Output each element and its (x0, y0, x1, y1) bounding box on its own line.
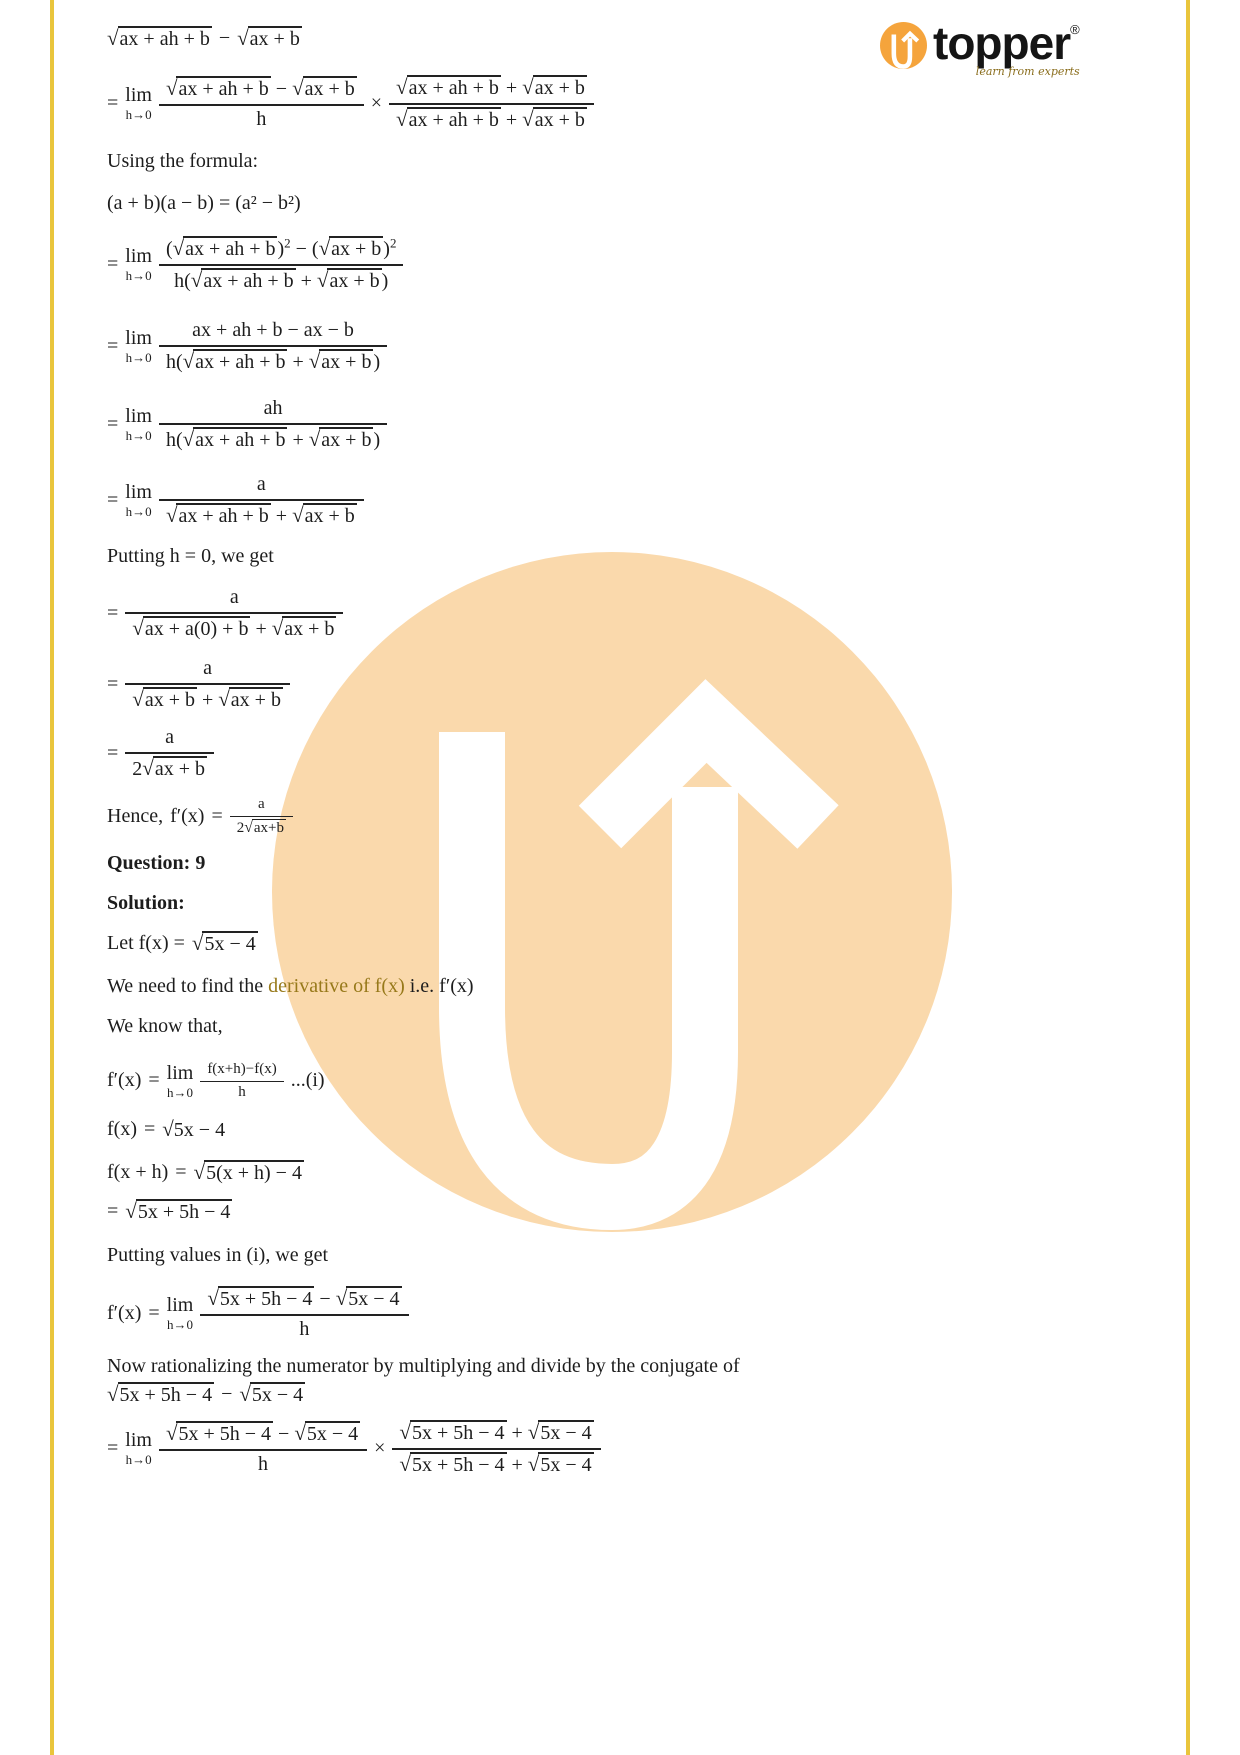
plus-sign: + (201, 689, 214, 711)
expanded-x-plus-h (107, 1199, 1127, 1224)
minus-sign: − (275, 78, 288, 100)
radical-term (317, 270, 382, 292)
minus-sign: − (218, 27, 231, 49)
radical-sign: √ (522, 75, 534, 99)
f-x-plus-h: f(x + h) (107, 1161, 169, 1183)
radicand: ax + b (230, 689, 281, 711)
page-border-left (50, 0, 54, 1755)
radical-sign: √ (239, 1382, 251, 1406)
minus-sign: − (319, 1288, 331, 1310)
fraction (230, 795, 293, 837)
equation-label-i: ...(i) (290, 1069, 325, 1091)
radicand: ax + b (284, 618, 335, 640)
radical-term (132, 618, 250, 640)
conjugate-expression (107, 1382, 1127, 1407)
radical-term (194, 1160, 304, 1185)
radicand: 5(x + h) − 4 (206, 1162, 302, 1184)
equals-sign: = (148, 1301, 160, 1324)
radical-term (142, 758, 207, 780)
fraction (159, 318, 387, 374)
plus-sign: + (275, 505, 288, 527)
times-sign: × (374, 1436, 386, 1459)
radicand: 5x + 5h − 4 (137, 1201, 231, 1223)
radical-term (528, 1454, 594, 1476)
radical-term (132, 689, 197, 711)
coefficient-two: 2 (236, 820, 245, 836)
limit-subscript: h→0 (125, 268, 152, 283)
radical-sign: √ (527, 1452, 540, 1476)
open-paren: ( (165, 238, 173, 260)
radical-term (237, 26, 302, 51)
radical-sign: √ (399, 1420, 411, 1444)
equals-sign: = (107, 672, 119, 695)
radicand: ax + ah + b (408, 77, 499, 99)
equals-sign: = (107, 91, 119, 114)
radical-term (166, 78, 271, 100)
conclusion-derivative (107, 795, 1127, 837)
radical-term (192, 931, 258, 956)
denominator: h (200, 1314, 408, 1341)
radical-term (522, 109, 587, 131)
radical-sign: √ (165, 1421, 178, 1445)
radical-sign: √ (165, 76, 178, 100)
solution-heading: Solution: (107, 892, 185, 914)
radicand: ax + b (331, 238, 382, 260)
limit-subscript: h→0 (166, 1317, 193, 1332)
h-open-paren: h( (165, 429, 183, 451)
limit-subscript: h→0 (166, 1084, 193, 1100)
radicand: ax + ah + b (408, 109, 499, 131)
difference-of-squares-formula: (a + b)(a − b) = (a² − b²) (107, 192, 301, 214)
radical-term (396, 77, 501, 99)
radical-sign: √ (308, 349, 321, 373)
limit-operator (125, 482, 152, 518)
radical-sign: √ (318, 236, 331, 260)
limit-subscript: h→0 (125, 428, 152, 443)
radical-term (522, 77, 587, 99)
denominator (230, 816, 293, 837)
radical-sign: √ (396, 75, 408, 99)
need-derivative-text (107, 975, 1127, 998)
radical-sign: √ (396, 107, 408, 131)
fraction (159, 472, 364, 528)
radicand: ax + a(0) + b (144, 618, 249, 640)
radicand: 5x + 5h − 4 (411, 1422, 505, 1444)
radical-sign: √ (271, 616, 284, 640)
need-pre-text: We need to find the (107, 975, 264, 997)
radical-sign: √ (522, 107, 534, 131)
radicand: ax + b (154, 758, 205, 780)
limit-subscript: h→0 (125, 1452, 152, 1467)
fraction (159, 396, 387, 452)
putting-h-zero-text: Putting h = 0, we get (107, 545, 274, 567)
equals-sign: = (107, 1436, 119, 1459)
lim-label: lim (166, 1294, 194, 1316)
radical-term (396, 109, 501, 131)
lim-label: lim (125, 405, 152, 427)
radical-term (272, 618, 337, 640)
h-open-paren: h( (165, 351, 183, 373)
function-x-plus-h (107, 1160, 1127, 1185)
step-simplify-zero (107, 656, 1127, 712)
plus-sign: + (255, 618, 267, 640)
rationalizing-text: Now rationalizing the numerator by multiplying and divide by the conjugate of (107, 1355, 740, 1377)
rationalizing-paragraph (107, 1355, 1127, 1407)
radical-sign: √ (207, 1286, 219, 1310)
radicand: ax + b (249, 28, 300, 50)
numerator: a (229, 586, 239, 608)
logo-brand-line (933, 17, 1080, 69)
radical-sign: √ (237, 26, 249, 50)
page-border-right (1186, 0, 1190, 1755)
equals-sign: = (107, 488, 119, 511)
close-paren: ) (277, 238, 285, 260)
radical-sign: √ (182, 349, 195, 373)
denominator (159, 499, 364, 528)
limit-operator (167, 1295, 194, 1331)
equals-sign: = (107, 1200, 119, 1222)
derivative-limit-expression (107, 1285, 1127, 1341)
close-paren: ) (381, 270, 389, 292)
radicand: 5x − 4 (306, 1423, 359, 1445)
numerator (159, 235, 404, 264)
radical-sign: √ (316, 268, 329, 292)
radical-sign: √ (162, 1117, 174, 1141)
radicand: ax+b (253, 820, 284, 836)
lim-label: lim (125, 327, 152, 349)
limit-operator (167, 1063, 194, 1099)
radical-sign: √ (191, 931, 204, 955)
step-cancel-terms (107, 396, 1127, 452)
lim-label: lim (125, 84, 152, 106)
radical-sign: √ (142, 756, 154, 780)
logo-tagline: learn from experts (975, 65, 1080, 79)
radicand: 5x + 5h − 4 (119, 1384, 213, 1406)
denominator (392, 1448, 600, 1477)
step-multiply-conjugate (107, 74, 1127, 132)
equals-sign: = (148, 1069, 160, 1091)
radicand: 5x − 4 (251, 1384, 304, 1406)
numerator: f(x+h)−f(x) (207, 1061, 277, 1077)
radicand: 5x − 4 (540, 1422, 592, 1444)
numerator: a (165, 726, 175, 748)
h-open-paren: h( (174, 270, 191, 292)
radicand: ax + b (329, 270, 380, 292)
hence-text: Hence, (107, 804, 164, 827)
radical-term (162, 1117, 225, 1142)
plus-sign: + (511, 1422, 523, 1444)
radical-sign: √ (244, 819, 253, 836)
radical-term (399, 1454, 506, 1476)
numerator (392, 1419, 600, 1448)
denominator: h (159, 104, 364, 131)
plus-sign: + (292, 429, 304, 451)
radical-term (336, 1288, 402, 1310)
close-paren: ) (373, 429, 381, 451)
radical-sign: √ (335, 1286, 348, 1310)
radical-term (319, 238, 384, 260)
radical-sign: √ (193, 1160, 206, 1184)
radicand: ax + ah + b (195, 429, 286, 451)
step-substitute-h-zero (107, 585, 1127, 641)
let-fx-text: Let f(x) = (107, 932, 185, 954)
radical-sign: √ (292, 76, 304, 100)
radicand: ax + ah + b (185, 238, 276, 260)
fraction (159, 1420, 367, 1476)
radical-term (309, 429, 374, 451)
radical-term (244, 820, 286, 836)
step-cancel-h (107, 472, 1127, 528)
radical-sign: √ (399, 1452, 411, 1476)
minus-sign: − (221, 1383, 233, 1405)
radical-term (528, 1422, 594, 1444)
radical-sign: √ (165, 503, 178, 527)
radical-sign: √ (132, 687, 144, 711)
equals-sign: = (143, 1118, 156, 1140)
f-prime-x: f′(x) (107, 1069, 142, 1091)
logo-text-block (933, 17, 1080, 79)
radical-sign: √ (527, 1420, 540, 1444)
radicand: ax + b (321, 351, 372, 373)
denominator (159, 423, 387, 452)
radical-sign: √ (125, 1199, 137, 1223)
we-know-text: We know that, (107, 1015, 223, 1037)
close-paren: ) (383, 238, 390, 260)
radicand: ax + b (534, 77, 585, 99)
radical-term (191, 270, 296, 292)
logo-brand-text: topper (933, 17, 1071, 69)
radicand: 5x − 4 (540, 1454, 592, 1476)
limit-subscript: h→0 (125, 107, 152, 122)
denominator (125, 683, 290, 712)
minus-sign: − (278, 1423, 290, 1445)
exponent: 2 (389, 235, 397, 251)
limit-operator (125, 246, 152, 282)
equals-sign: = (211, 804, 223, 827)
radical-term (239, 1382, 305, 1407)
step-apply-formula (107, 235, 1127, 293)
open-paren: ( (311, 238, 319, 260)
numerator: a (203, 657, 213, 679)
equals-sign: = (107, 412, 119, 435)
limit-operator (125, 406, 152, 442)
radicand: ax + ah + b (178, 78, 269, 100)
denominator (159, 264, 404, 293)
step-expand-numerator (107, 318, 1127, 374)
equals-sign: = (107, 334, 119, 357)
numerator: ah (263, 397, 283, 419)
fraction (200, 1060, 283, 1101)
fraction (200, 1285, 408, 1341)
radical-term (166, 1423, 273, 1445)
f-prime-x: f′(x) (107, 1301, 142, 1324)
lim-label: lim (125, 1429, 152, 1451)
radicand: ax + ah + b (119, 28, 210, 50)
f-prime-x: f′(x) (170, 804, 205, 827)
numerator (200, 1285, 408, 1314)
numerator: a (256, 473, 266, 495)
using-formula-text: Using the formula: (107, 150, 259, 172)
denominator: h (200, 1081, 283, 1101)
given-function (107, 931, 1127, 956)
lim-label: lim (125, 245, 152, 267)
radical-term (183, 429, 288, 451)
radicand: ax + b (534, 109, 585, 131)
radical-sign: √ (218, 687, 230, 711)
radical-term (107, 26, 212, 51)
radicand: ax + b (304, 78, 355, 100)
radicand: 5x − 4 (173, 1119, 226, 1141)
radical-sign: √ (294, 1421, 306, 1445)
radicand: 5x − 4 (204, 933, 256, 955)
radicand: ax + b (321, 429, 372, 451)
radical-sign: √ (308, 427, 321, 451)
denominator (159, 345, 387, 374)
radical-term (207, 1288, 314, 1310)
numerator: a (258, 796, 265, 812)
radical-term (399, 1422, 506, 1444)
times-sign: × (370, 91, 383, 114)
denominator: h (159, 1449, 367, 1476)
numerator: ax + ah + b − ax − b (192, 319, 354, 341)
radical-sign: √ (292, 503, 304, 527)
fraction (159, 235, 404, 293)
denominator (125, 612, 343, 641)
limit-subscript: h→0 (125, 504, 152, 519)
numerator (389, 74, 594, 103)
radicand: ax + ah + b (203, 270, 294, 292)
fraction (159, 75, 364, 131)
putting-values-text: Putting values in (i), we get (107, 1244, 329, 1266)
fraction (125, 656, 290, 712)
numerator (159, 1420, 367, 1449)
radical-term (125, 1199, 232, 1224)
radical-sign: √ (172, 236, 185, 260)
plus-sign: + (300, 270, 312, 292)
step-multiply-conjugate-q9 (107, 1419, 1127, 1477)
plus-sign: + (292, 351, 304, 373)
radicand: ax + ah + b (178, 505, 269, 527)
need-post-text: i.e. f′(x) (409, 975, 474, 997)
equals-sign: = (107, 601, 119, 624)
plus-sign: + (505, 109, 518, 131)
lim-label: lim (125, 481, 152, 503)
topper-logo-icon (880, 22, 927, 69)
equals-sign: = (107, 741, 119, 764)
coefficient-two: 2 (132, 758, 143, 780)
exponent: 2 (284, 235, 291, 251)
numerator (159, 75, 364, 104)
radicand: 5x + 5h − 4 (219, 1288, 313, 1310)
radical-term (166, 505, 271, 527)
question-9-heading: Question: 9 (107, 852, 206, 874)
radicand: 5x + 5h − 4 (411, 1454, 505, 1476)
denominator (125, 752, 214, 781)
radical-sign: √ (132, 616, 144, 640)
radical-term (294, 1423, 360, 1445)
plus-sign: + (511, 1454, 523, 1476)
f-x: f(x) (107, 1118, 137, 1140)
fraction (392, 1419, 600, 1477)
radical-sign: √ (182, 427, 195, 451)
close-paren: ) (373, 351, 381, 373)
radical-sign: √ (190, 268, 203, 292)
fraction (125, 585, 343, 641)
step-final-simplify (107, 725, 1127, 781)
equals-sign: = (107, 252, 119, 275)
fraction (125, 725, 214, 781)
radicand: 5x + 5h − 4 (178, 1423, 272, 1445)
limit-operator (125, 1430, 152, 1466)
fraction (389, 74, 594, 132)
radical-term (173, 238, 278, 260)
radical-term (292, 78, 357, 100)
registered-mark: ® (1070, 22, 1080, 37)
topper-logo (880, 17, 1080, 79)
lim-label: lim (166, 1061, 194, 1084)
equals-sign: = (175, 1161, 187, 1183)
radical-sign: √ (107, 1382, 119, 1406)
radical-term (107, 1382, 214, 1407)
radical-term (218, 689, 283, 711)
logo-circle (880, 22, 927, 69)
radicand: ax + ah + b (195, 351, 286, 373)
radical-term (309, 351, 374, 373)
radical-sign: √ (107, 26, 119, 50)
limit-operator (125, 328, 152, 364)
radicand: ax + b (304, 505, 355, 527)
radicand: ax + b (144, 689, 195, 711)
function-restated (107, 1117, 1127, 1142)
derivative-link[interactable]: derivative of f(x) (268, 975, 405, 997)
radical-term (292, 505, 357, 527)
limit-operator (125, 85, 152, 121)
first-principle-definition (107, 1060, 1127, 1101)
radicand: 5x − 4 (348, 1288, 400, 1310)
limit-subscript: h→0 (125, 350, 152, 365)
plus-sign: + (505, 77, 518, 99)
minus-sign: − (295, 238, 307, 260)
radical-term (183, 351, 288, 373)
denominator (389, 103, 594, 132)
